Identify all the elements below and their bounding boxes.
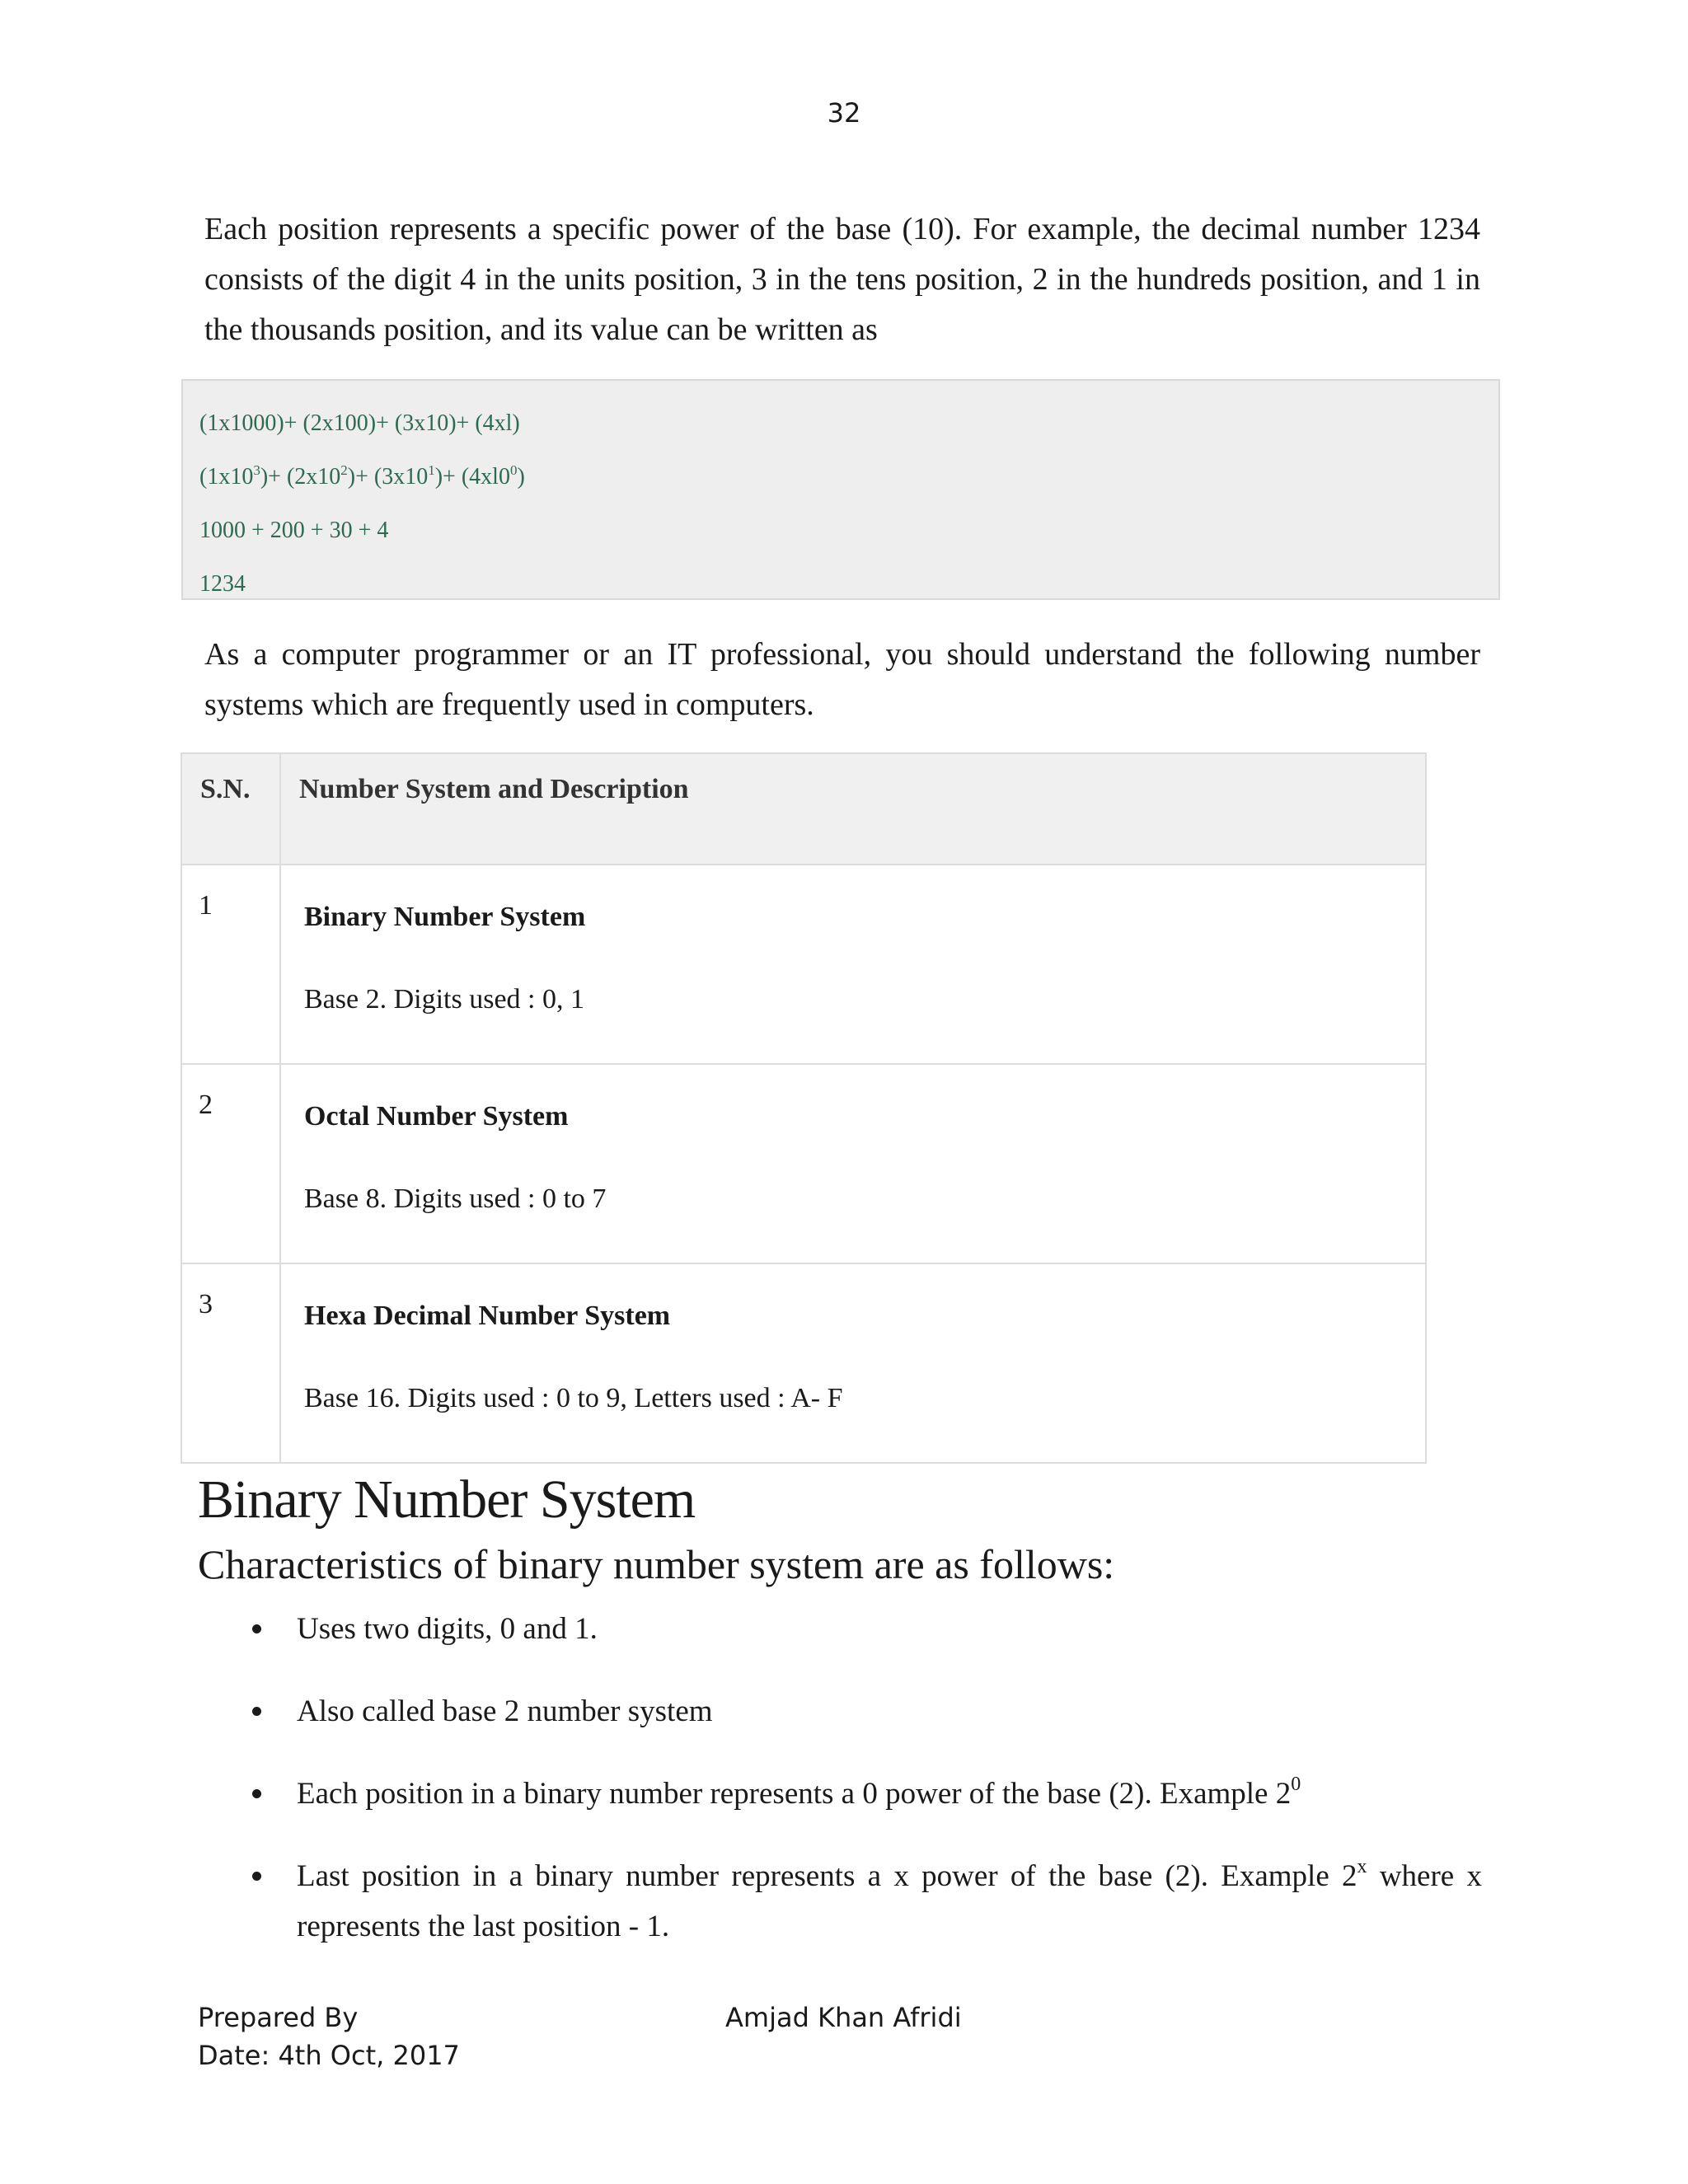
- exponent: 3: [253, 462, 260, 478]
- footer-date: Date: 4th Oct, 2017: [198, 2040, 460, 2071]
- bullet-icon: [252, 1789, 261, 1798]
- row-description: [280, 1263, 1426, 1463]
- code-example-box: [181, 379, 1500, 600]
- row-system-name: Hexa Decimal Number System: [304, 1301, 671, 1331]
- page-number: 32: [827, 97, 861, 129]
- header-description: Number System and Description: [280, 753, 1426, 865]
- section-heading: Binary Number System: [198, 1469, 696, 1530]
- exponent: x: [1357, 1856, 1367, 1877]
- row-system-text: Base 16. Digits used : 0 to 9, Letters used : A- F: [304, 1383, 843, 1413]
- characteristics-list: [247, 1604, 1482, 1984]
- row-system-text: Base 2. Digits used : 0, 1: [304, 984, 584, 1015]
- code-line-sum: 1000 + 200 + 30 + 4: [199, 518, 389, 543]
- row-description: [280, 1064, 1426, 1263]
- code-part: ): [517, 464, 525, 490]
- exponent: 0: [1291, 1774, 1301, 1795]
- row-sn: 2: [181, 1064, 280, 1263]
- list-item: Last position in a binary number represents a x power of the base (2). Example 2$^x$ where x represents the last position - 1.: [247, 1851, 1482, 1952]
- code-part: )+ (4xl0: [434, 464, 510, 490]
- row-description: [280, 865, 1426, 1064]
- table-header-row: [181, 753, 1426, 865]
- number-systems-table: [181, 752, 1427, 1464]
- row-system-text: Base 8. Digits used : 0 to 7: [304, 1183, 607, 1214]
- list-item: Uses two digits, 0 and 1.: [247, 1604, 1482, 1654]
- exponent: 1: [428, 462, 435, 478]
- systems-paragraph: As a computer programmer or an IT professional, you should understand the following number systems which are frequently used in computers.: [204, 637, 1480, 722]
- row-system-name: Octal Number System: [304, 1101, 569, 1132]
- code-line-expanded: (1x1000)+ (2x100)+ (3x10)+ (4xl): [199, 410, 520, 436]
- row-sn: 3: [181, 1263, 280, 1463]
- bullet-icon: [252, 1707, 261, 1716]
- footer-author: Amjad Khan Afridi: [725, 2002, 962, 2033]
- code-line-result: 1234: [199, 571, 246, 597]
- row-sn: 1: [181, 865, 280, 1064]
- list-item: Also called base 2 number system: [247, 1686, 1482, 1736]
- bullet-icon: [252, 1872, 261, 1881]
- section-subheading: Characteristics of binary number system are as follows:: [198, 1541, 1115, 1587]
- code-line-powers: [199, 450, 1498, 504]
- code-part: )+ (2x10: [260, 464, 341, 490]
- list-item: Each position in a binary number represents a 0 power of the base (2). Example $2^0$: [247, 1769, 1482, 1819]
- header-sn: S.N.: [181, 753, 280, 865]
- bullet-icon: [252, 1624, 261, 1633]
- row-system-name: Binary Number System: [304, 902, 586, 932]
- table-row: [181, 1263, 1426, 1463]
- code-part: )+ (3x10: [347, 464, 429, 490]
- intro-paragraph: Each position represents a specific power of the base (10). For example, the decimal number 1234 consists of the digit 4 in the units position, 3 in the tens position, 2 in the hundreds position, and 1 in the thousands position, and its value can be written as: [204, 212, 1480, 347]
- footer-prepared-by: Prepared By: [198, 2002, 359, 2033]
- exponent: 2: [340, 462, 348, 478]
- table-row: [181, 1064, 1426, 1263]
- code-part: (1x10: [199, 464, 254, 490]
- exponent: 0: [509, 462, 518, 478]
- table-row: [181, 865, 1426, 1064]
